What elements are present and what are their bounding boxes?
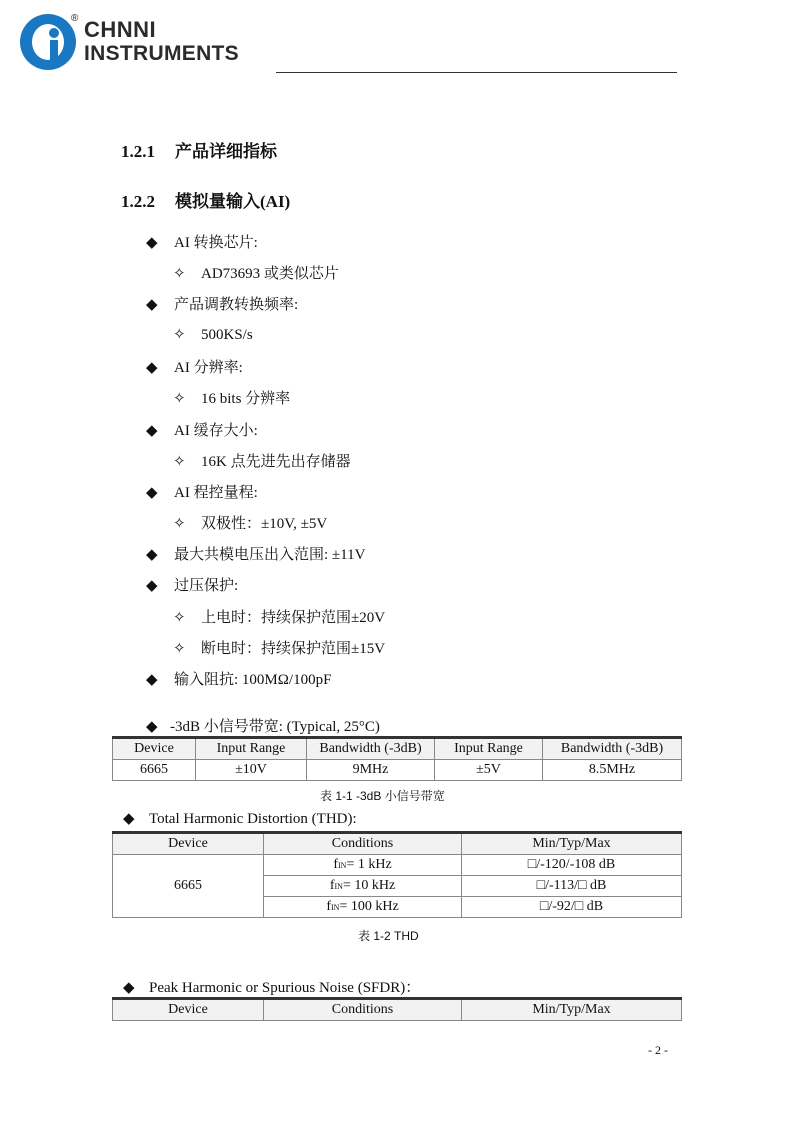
list-item-text: 16 bits 分辨率 [201,391,291,407]
star-bullet-icon: ✧ [173,454,186,470]
table-cell: 6665 [113,760,196,781]
list-item-text: AI 分辨率: [174,360,243,376]
diamond-bullet-icon: ◆ [146,719,158,735]
table-cell: 9MHz [307,760,435,781]
freq-symbol: f [333,857,338,872]
star-bullet-icon: ✧ [173,266,186,282]
section-number: 1.2.2 [121,192,155,211]
list-item [146,356,243,377]
sub-list-item [173,325,253,344]
table-header-cell: Device [113,833,264,855]
diamond-bullet-icon: ◆ [123,980,135,996]
table-cell [264,897,462,918]
table-cell: 6665 [113,855,264,918]
table-header-row [113,738,682,760]
section-heading-1-2-2 [121,187,290,212]
bandwidth-table [112,736,682,781]
list-item-text: 500KS/s [201,327,253,343]
list-item [146,419,258,440]
brand-line-2: INSTRUMENTS [84,42,239,65]
brand-line-1: CHNNI [84,17,157,42]
table-header-row [113,999,682,1021]
list-item-text: 产品调教转换频率: [174,297,299,313]
sfdr-table [112,997,682,1021]
table-header-cell: Min/Typ/Max [462,833,682,855]
header-rule [276,72,677,73]
table-cell [264,876,462,897]
table-header-cell: Input Range [435,738,543,760]
list-item-text: Peak Harmonic or Spurious Noise (SFDR)： [149,980,421,996]
table-header-row [113,833,682,855]
sub-list-item [173,637,385,658]
list-item [146,543,365,564]
section-number: 1.2.1 [121,142,155,161]
list-item-text: 输入阻抗: 100MΩ/100pF [174,672,332,688]
list-item-text: 上电时：持续保护范围±20V [201,610,386,626]
diamond-bullet-icon: ◆ [146,578,158,594]
diamond-bullet-icon: ◆ [146,360,158,376]
section-title: 产品详细指标 [175,142,277,161]
star-bullet-icon: ✧ [173,641,186,657]
section-title: 模拟量输入(AI) [175,192,291,211]
list-item-text: AI 转换芯片: [174,235,258,251]
sub-list-item [173,262,339,283]
list-item [146,574,238,595]
table-header-cell: Input Range [196,738,307,760]
diamond-bullet-icon: ◆ [146,547,158,563]
list-item-text: AD73693 或类似芯片 [201,266,339,282]
freq-subscript: IN [337,861,347,870]
registered-mark: ® [71,13,79,24]
freq-symbol: f [326,899,331,914]
table-cell: □/-120/-108 dB [462,855,682,876]
table-header-cell: Conditions [264,833,462,855]
star-bullet-icon: ✧ [173,391,186,407]
condition-text: = 1 kHz [346,857,392,872]
freq-symbol: f [329,878,335,893]
list-item [146,715,380,736]
list-item-text: 最大共模电压出入范围: ±11V [174,547,366,563]
list-item [123,809,357,828]
logo-i-dot [49,28,59,38]
list-item [146,668,331,689]
table-header-cell: Min/Typ/Max [462,999,682,1021]
freq-subscript: IN [330,903,340,912]
list-item [146,231,258,252]
sub-list-item [173,387,290,408]
list-item [146,481,258,502]
table-cell: □/-92/□ dB [462,897,682,918]
list-item-text: -3dB 小信号带宽: (Typical, 25°C) [170,719,380,735]
freq-subscript: IN [334,882,343,891]
list-item-text: 双极性：±10V, ±5V [201,516,328,532]
table-header-cell: Device [113,738,196,760]
table-header-cell: Bandwidth (-3dB) [543,738,682,760]
logo-c-shape [32,24,64,60]
sub-list-item [173,606,385,627]
list-item-text: AI 程控量程: [174,485,258,501]
list-item [123,976,420,997]
star-bullet-icon: ✧ [173,327,186,343]
list-item [146,293,298,314]
section-heading-1-2-1 [121,137,277,162]
table-cell: 8.5MHz [543,760,682,781]
list-item-text: 断电时：持续保护范围±15V [201,641,386,657]
page-number: - 2 - [648,1043,668,1057]
list-item-text: 过压保护: [174,578,239,594]
diamond-bullet-icon: ◆ [123,811,135,827]
diamond-bullet-icon: ◆ [146,297,158,313]
table-cell: □/-113/□ dB [462,876,682,897]
table-header-cell: Conditions [264,999,462,1021]
table-caption: 表 1-2 THD [358,929,419,943]
table-caption: 表 1-1 -3dB 小信号带宽 [320,789,445,803]
diamond-bullet-icon: ◆ [146,235,158,251]
list-item-text: Total Harmonic Distortion (THD): [149,811,357,827]
list-item-text: 16K 点先进先出存储器 [201,454,351,470]
diamond-bullet-icon: ◆ [146,672,158,688]
brand-name [84,18,239,66]
condition-text: = 100 kHz [339,899,399,914]
diamond-bullet-icon: ◆ [146,485,158,501]
sub-list-item [173,512,327,533]
star-bullet-icon: ✧ [173,516,186,532]
list-item-text: AI 缓存大小: [174,423,258,439]
table-cell: ±10V [196,760,307,781]
sub-list-item [173,450,351,471]
table-cell [264,855,462,876]
table-row [113,760,682,781]
table-header-cell: Device [113,999,264,1021]
star-bullet-icon: ✧ [173,610,186,626]
table-header-cell: Bandwidth (-3dB) [307,738,435,760]
table-row [113,855,682,876]
condition-text: = 10 kHz [342,878,396,893]
company-logo [20,13,79,70]
table-cell: ±5V [435,760,543,781]
logo-i-bar [50,40,58,62]
thd-table [112,831,682,918]
diamond-bullet-icon: ◆ [146,423,158,439]
